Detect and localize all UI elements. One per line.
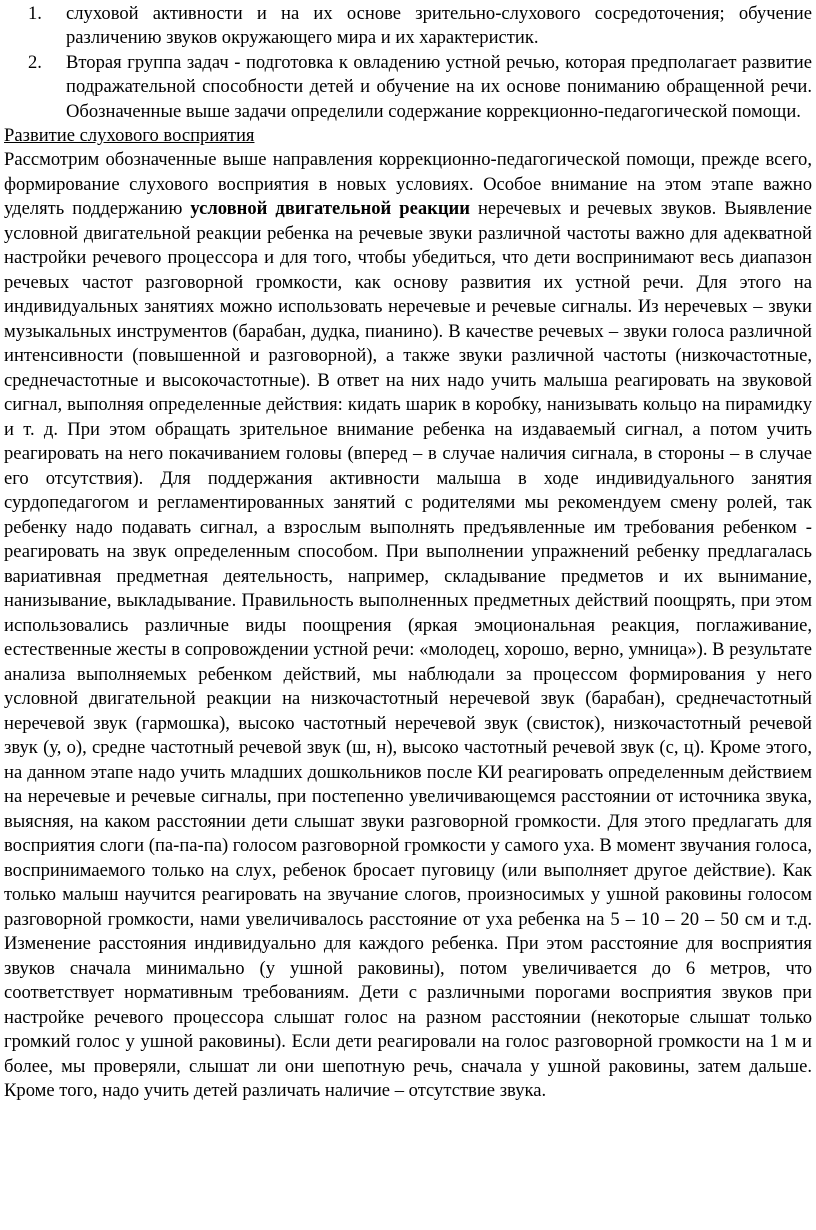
list-item-text: слуховой активности и на их основе зрительно-слухового сосредоточения; обучение различению звуков окружающего мира и их характеристик. <box>66 3 812 49</box>
paragraph-text-rest: неречевых и речевых звуков. Выявление условной двигательной реакции ребенка на речевые звуки различной частоты важно для адекватной настройки речевого процессора и для того, чтобы убедиться, что дети воспринимают весь диапазон речевых частот разговорной громкости, как основу развития их устной речи. Для этого на индивидуальных занятиях можно использовать неречевые и речевые сигналы. Из неречевых – звуки музыкальных инструментов (барабан, дудка, пианино). В качестве речевых – звуки голоса различной интенсивности (повышенной и разговорной), а также звуки различной частоты (низкочастотные, среднечастотные и высокочастотные). В ответ на них надо учить малыша реагировать на звуковой сигнал, выполняя определенные действия: кидать шарик в коробку, нанизывать кольцо на пирамидку и т. д. При этом обращать зрительное внимание ребенка на издаваемый сигнал, а потом учить реагировать на него покачиванием головы (вперед – в случае наличия сигнала, в стороны – в случае его отсутствия). Для поддержания активности малыша в ходе индивидуального занятия сурдопедагогом и регламентированных занятий с родителями мы рекомендуем смену ролей, так ребенку надо подавать сигнал, а взрослым выполнять предъявленные им требования ребенком - реагировать на звук определенным способом. При выполнении упражнений ребенку предлагалась вариативная предметная деятельность, например, складывание предметов и их вынимание, нанизывание, выкладывание. Правильность выполненных предметных действий поощрять, при этом использовались различные виды поощрения (яркая эмоциональная реакция, поглаживание, естественные жесты в сопровождении устной речи: «молодец, хорошо, верно, умница»). В результате анализа выполняемых ребенком действий, мы наблюдали за процессом формирования у него условной двигательной реакции на низкочастотный неречевой звук (барабан), среднечастотный неречевой звук (гармошка), высоко частотный неречевой звук (свисток), низкочастотный речевой звук (у, о), средне частотный речевой звук (ш, н), высоко частотный речевой звук (с, ц). Кроме этого, на данном этапе надо учить младших дошкольников после КИ реагировать определенным действием на неречевые и речевые сигналы, при постепенно увеличивающемся расстоянии от источника звука, выясняя, на каком расстоянии дети слышат звуки разговорной громкости. Для этого предлагать для восприятия слоги (па-па-па) голосом разговорной громкости у самого уха. В момент звучания голоса, воспринимаемого только на слух, ребенок бросает пуговицу (или выполняет другое действие). Как только малыш научится реагировать на звучание слогов, произносимых у ушной раковины голосом разговорной громкости, нами увеличивалось расстояние от уха ребенка на 5 – 10 – 20 – 50 см и т.д. Изменение расстояния индивидуально для каждого ребенка. При этом расстояние для восприятия звуков сначала минимально (у ушной раковины), потом увеличивается до 6 метров, что соответствует нормативным требованиям. Дети с различными порогами восприятия звуков при настройке речевого процессора слышат голос на разном расстоянии (некоторые слышат только громкий голос у ушной раковины). Если дети реагировали на голос разговорной громкости на 1 м и более, мы проверяли, слышат ли они шепотную речь, сначала у ушной раковины, затем дальше. Кроме того, надо учить детей различать наличие – отсутствие звука. <box>4 198 812 1102</box>
body-paragraph <box>0 148 816 1104</box>
bold-term: условной двигательной реакции <box>190 198 470 220</box>
section-heading: Развитие слухового восприятия <box>4 125 255 147</box>
list-item <box>0 51 816 124</box>
task-list <box>0 2 816 124</box>
paragraph-text-start: Рассмотрим обозначенные выше направления коррекционно-педагогической помощи, прежде всего, формирование слухового восприятия в новых условиях. Особое внимание на этом этапе важно уделять поддержанию <box>4 149 812 220</box>
list-number: 1. <box>28 3 42 24</box>
list-number: 2. <box>28 51 42 73</box>
list-item <box>0 2 816 51</box>
list-item-text: Вторая группа задач - подготовка к овладению устной речью, которая предполагает развитие подражательной способности детей и обучение на их основе пониманию обращенной речи. Обозначенные выше задачи определили содержание коррекционно-педагогической помощи. <box>66 51 812 122</box>
